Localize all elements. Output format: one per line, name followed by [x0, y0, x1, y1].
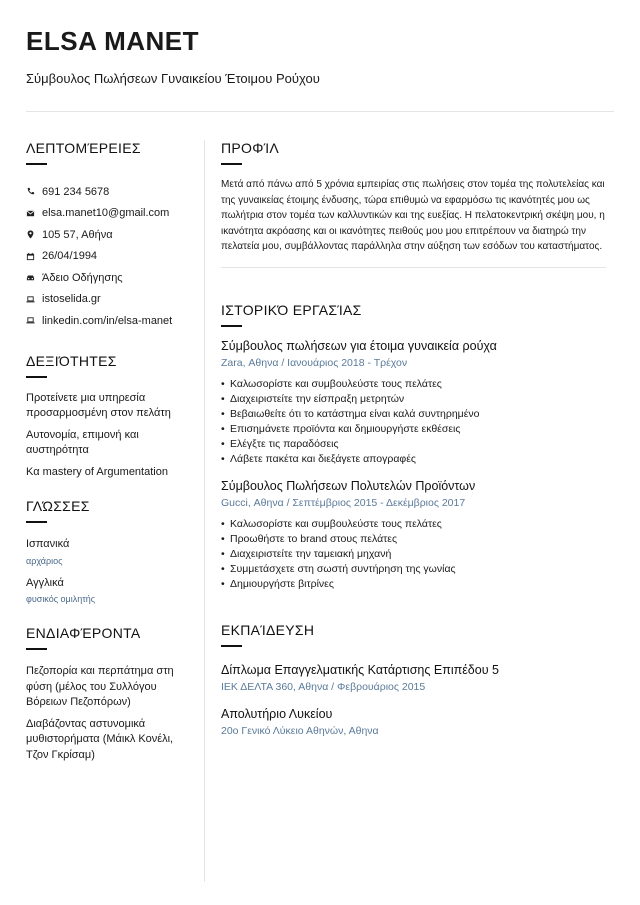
bullet-item: • Διαχειριστείτε την ταμειακή μηχανή	[221, 547, 606, 562]
language-level: φυσικός ομιλητής	[26, 594, 96, 604]
right-column	[221, 140, 606, 737]
job-bullets	[221, 517, 606, 592]
language-name: Ισπανικά	[26, 538, 70, 550]
details-section	[26, 140, 191, 332]
section-rule	[26, 521, 47, 523]
degree-title: Απολυτήριο Λυκείου	[221, 707, 333, 721]
section-rule	[26, 376, 47, 378]
job-title: Σύμβουλος πωλήσεων για έτοιμα γυναικεία ρούχα	[221, 338, 497, 353]
contact-website	[26, 289, 191, 311]
laptop-icon	[26, 295, 42, 304]
job-entry	[221, 479, 606, 592]
degree-title: Δίπλωμα Επαγγελματικής Κατάρτισης Επιπέδου 5	[221, 663, 499, 677]
language-name: Αγγλικά	[26, 576, 64, 589]
contact-email	[26, 203, 191, 225]
interests-heading: ΕΝΔΙΑΦΈΡΟΝΤΑ	[26, 625, 141, 641]
section-divider	[221, 267, 606, 268]
car-icon	[26, 273, 42, 282]
contact-linkedin	[26, 310, 191, 332]
skills-section	[26, 353, 191, 481]
skills-heading: ΔΕΞΙΌΤΗΤΕΣ	[26, 352, 117, 369]
address-text: 105 57, Αθήνα	[42, 228, 113, 241]
languages-heading: ΓΛΏΣΣΕΣ	[26, 498, 90, 514]
job-bullets	[221, 377, 606, 468]
section-rule	[221, 645, 242, 647]
job-meta: Zara, Αθηνα / Ιανουάριος 2018 - Τρέχον	[221, 356, 408, 369]
email-icon	[26, 209, 42, 218]
education-heading: ΕΚΠΑΊΔΕΥΣΗ	[221, 622, 315, 638]
bullet-item: • Βεβαιωθείτε ότι το κατάστημα είναι καλά συντηρημένο	[221, 407, 606, 422]
section-rule	[221, 163, 242, 165]
bullet-item: • Προωθήστε το brand στους πελάτες	[221, 532, 606, 547]
laptop-icon	[26, 316, 42, 325]
interest-item: Πεζοπορία και περπάτημα στη φύση (μέλος του Συλλόγου Βόρειων Πεζοπόρων)	[26, 665, 174, 708]
job-entry	[221, 339, 606, 468]
skill-item: Προτείνετε μια υπηρεσία προσαρμοσμένη στον πελάτη	[26, 391, 171, 419]
linkedin-link[interactable]: linkedin.com/in/elsa-manet	[42, 314, 173, 327]
profile-text: Μετά από πάνω από 5 χρόνια εμπειρίας στις πωλήσεις στον τομέα της πολυτελείας και της γυναικείας έτοιμης ένδυσης, τώρα επιθυμώ να εφαρμόσω τις ικανότητές μου ως πωλήτρια στον τομέα των καλλυντικών και της ευεξίας. Η πελατοκεντρική σκέψη μου, η ικανότητα ακρόασης και οι ικανότητες πειθούς μου μου επιτρέπουν να διατηρώ την πελατεία μου, συμβάλλοντας παράλληλα στην αύξηση των εσόδων του καταστήματος.	[221, 179, 605, 253]
education-entry	[221, 707, 606, 737]
bullet-item: • Επισημάνετε προϊόντα και δημιουργήστε εκθέσεις	[221, 422, 606, 437]
interests-section	[26, 625, 191, 763]
job-title: Σύμβουλος Πωλήσεων Πολυτελών Προϊόντων	[221, 478, 476, 493]
website-link[interactable]: istoselida.gr	[42, 293, 101, 306]
job-title: Σύμβουλος Πωλήσεων Γυναικείου Έτοιμου Ρούχου	[26, 71, 320, 86]
profile-section	[221, 140, 606, 268]
email-text: elsa.manet10@gmail.com	[42, 207, 170, 220]
bullet-item: • Συμμετάσχετε στη σωστή συντήρηση της γωνίας	[221, 562, 606, 577]
section-rule	[26, 648, 47, 650]
left-column	[26, 140, 191, 769]
column-divider	[204, 140, 205, 882]
calendar-icon	[26, 252, 42, 261]
bullet-item: • Λάβετε πακέτα και διεξάγετε απογραφές	[221, 452, 606, 467]
language-level: αρχάριος	[26, 555, 63, 566]
languages-section	[26, 498, 191, 604]
license-text: Άδειο Οδήγησης	[42, 271, 123, 284]
language-item	[26, 576, 191, 605]
phone-text: 691 234 5678	[42, 185, 110, 198]
bullet-item: • Δημιουργήστε βιτρίνες	[221, 577, 606, 592]
profile-heading: ΠΡΟΦΊΛ	[221, 140, 280, 156]
phone-icon	[26, 187, 42, 196]
language-item	[26, 537, 191, 566]
work-section	[221, 302, 606, 592]
education-entry	[221, 663, 606, 693]
details-heading: ΛΕΠΤΟΜΈΡΕΙΕΣ	[26, 140, 141, 156]
skill-item: Κα mastery of Argumentation	[26, 465, 168, 478]
bullet-item: • Διαχειριστείτε την είσπραξη μετρητών	[221, 392, 606, 407]
degree-meta: 20ο Γενικό Λύκειο Αθηνών, Αθηνα	[221, 725, 379, 737]
interest-item: Διαβάζοντας αστυνομικά μυθιστορήματα (Μάικλ Κονέλι, Τζον Γκρίσαμ)	[26, 717, 174, 761]
candidate-name: ELSA MANET	[26, 26, 200, 56]
location-pin-icon	[26, 230, 42, 239]
contact-address	[26, 224, 191, 246]
job-meta: Gucci, Αθηνα / Σεπτέμβριος 2015 - Δεκέμβριος 2017	[221, 496, 466, 509]
bullet-item: • Ελέγξτε τις παραδόσεις	[221, 437, 606, 452]
contact-license	[26, 267, 191, 289]
degree-meta: ΙΕΚ ΔΕΛΤΑ 360, Αθηνα / Φεβρουάριος 2015	[221, 681, 426, 693]
section-rule	[221, 325, 242, 327]
section-rule	[26, 163, 47, 165]
header-divider	[26, 111, 614, 112]
bullet-item: • Καλωσορίστε και συμβουλεύστε τους πελάτες	[221, 517, 606, 532]
bullet-item: • Καλωσορίστε και συμβουλεύστε τους πελάτες	[221, 377, 606, 392]
contact-phone	[26, 181, 191, 203]
work-heading: ΙΣΤΟΡΙΚΌ ΕΡΓΑΣΊΑΣ	[221, 301, 362, 318]
education-section	[221, 622, 606, 737]
birthdate-text: 26/04/1994	[42, 250, 98, 263]
skill-item: Αυτονομία, επιμονή και αυστηρότητα	[26, 428, 139, 456]
contact-birthdate	[26, 246, 191, 268]
